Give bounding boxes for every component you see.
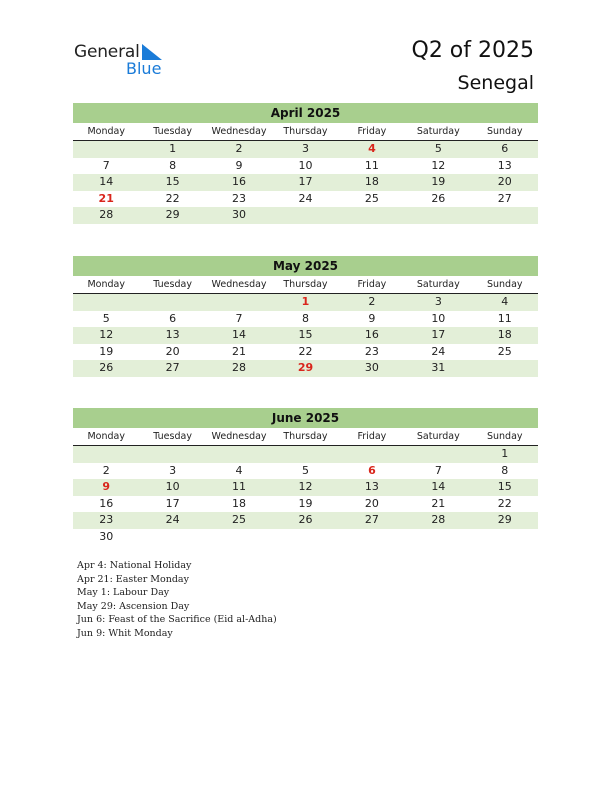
- holiday-day-cell: 4: [368, 142, 376, 155]
- day-cell: 26: [99, 361, 114, 374]
- day-cell: 25: [364, 191, 379, 205]
- weekday-label: Sunday: [486, 126, 523, 137]
- holiday-notes: [77, 559, 277, 640]
- day-cell: 15: [165, 175, 180, 188]
- day-cell: 22: [497, 496, 512, 510]
- day-cell: [272, 207, 338, 224]
- holiday-day-cell: 29: [297, 361, 314, 374]
- week-row: [73, 158, 538, 175]
- generalblue-logo: [74, 42, 174, 78]
- day-cell: 16: [232, 175, 247, 188]
- day-cell: 10: [431, 311, 446, 325]
- day-cell: 8: [301, 311, 309, 325]
- weekday-label: Sunday: [486, 279, 523, 290]
- day-cell: 17: [298, 175, 313, 188]
- week-row: [73, 446, 538, 463]
- day-cell: [139, 446, 205, 463]
- day-cell: 25: [497, 344, 512, 358]
- holiday-day-cell: 9: [102, 480, 111, 493]
- holiday-day-cell: 21: [98, 191, 114, 205]
- day-cell: 14: [232, 328, 247, 341]
- weekday-label: Thursday: [283, 126, 328, 137]
- holiday-day-cell: 6: [368, 463, 376, 477]
- day-cell: 12: [431, 158, 446, 172]
- weekday-header-row: [73, 276, 538, 294]
- day-cell: 10: [298, 158, 313, 172]
- day-cell: 9: [368, 311, 376, 325]
- day-cell: 4: [235, 463, 243, 477]
- logo-text-blue: Blue: [126, 59, 162, 78]
- holiday-note: May 1: Labour Day: [77, 587, 170, 598]
- day-cell: 18: [232, 496, 247, 510]
- week-row: [73, 311, 538, 328]
- week-row: [73, 327, 538, 344]
- day-cell: [472, 360, 538, 377]
- day-cell: 5: [301, 463, 309, 477]
- day-cell: 24: [298, 191, 313, 205]
- day-cell: 2: [368, 295, 376, 308]
- weekday-label: Wednesday: [211, 126, 267, 137]
- day-cell: [339, 446, 405, 463]
- day-cell: 28: [232, 361, 247, 374]
- logo-text-general: General: [74, 42, 140, 62]
- day-cell: 28: [99, 208, 114, 221]
- day-cell: 7: [102, 158, 110, 172]
- day-cell: [472, 207, 538, 224]
- day-cell: 6: [169, 311, 177, 325]
- day-cell: 4: [501, 295, 509, 308]
- day-cell: 22: [298, 344, 313, 358]
- day-cell: 11: [497, 311, 512, 325]
- week-row: [73, 512, 538, 529]
- day-cell: 12: [99, 328, 114, 341]
- day-cell: 7: [235, 311, 243, 325]
- day-cell: 16: [364, 328, 379, 341]
- holiday-day-cell: 1: [301, 295, 310, 308]
- week-row: [73, 191, 538, 208]
- day-cell: 17: [431, 328, 446, 341]
- day-cell: 2: [235, 142, 243, 155]
- day-cell: 29: [165, 208, 180, 221]
- day-cell: [206, 446, 272, 463]
- weekday-label: Saturday: [416, 431, 460, 442]
- day-cell: 10: [165, 480, 180, 493]
- day-cell: 19: [298, 496, 313, 510]
- day-cell: 1: [501, 447, 509, 460]
- day-cell: 5: [434, 142, 442, 155]
- day-cell: 14: [99, 175, 114, 188]
- weekday-label: Monday: [87, 431, 125, 442]
- weekday-label: Friday: [357, 126, 387, 137]
- week-row: [73, 174, 538, 191]
- day-cell: 26: [431, 191, 446, 205]
- day-cell: 2: [102, 463, 110, 477]
- holiday-note: Apr 4: National Holiday: [77, 560, 192, 571]
- day-cell: 24: [165, 513, 180, 526]
- day-cell: 30: [364, 361, 379, 374]
- weekday-label: Tuesday: [153, 126, 192, 137]
- weekday-label: Tuesday: [153, 431, 192, 442]
- week-row: [73, 294, 538, 311]
- day-cell: 20: [497, 175, 512, 188]
- day-cell: 22: [165, 191, 180, 205]
- weekday-label: Wednesday: [211, 431, 267, 442]
- day-cell: 19: [99, 344, 114, 358]
- day-cell: 13: [364, 480, 379, 493]
- day-cell: 11: [364, 158, 379, 172]
- weekday-label: Sunday: [486, 431, 523, 442]
- day-cell: 27: [364, 513, 379, 526]
- day-cell: 14: [431, 480, 446, 493]
- day-cell: 11: [232, 480, 247, 493]
- day-cell: 3: [169, 463, 177, 477]
- day-cell: 7: [434, 463, 442, 477]
- day-cell: 30: [99, 529, 114, 543]
- week-row: [73, 207, 538, 224]
- day-cell: 18: [364, 175, 379, 188]
- month-title: June 2025: [73, 408, 538, 428]
- day-cell: 15: [497, 480, 512, 493]
- calendar-may: [73, 256, 538, 377]
- day-cell: 30: [232, 208, 247, 221]
- day-cell: 31: [431, 361, 446, 374]
- day-cell: 21: [431, 496, 446, 510]
- holiday-note: Jun 6: Feast of the Sacrifice (Eid al-Adha): [77, 614, 277, 625]
- weekday-header-row: [73, 123, 538, 141]
- day-cell: [405, 207, 471, 224]
- week-row: [73, 141, 538, 158]
- holiday-note: May 29: Ascension Day: [77, 600, 190, 612]
- weekday-label: Monday: [87, 279, 125, 290]
- day-cell: 29: [497, 513, 512, 526]
- day-cell: [339, 207, 405, 224]
- day-cell: [272, 529, 338, 546]
- weekday-label: Friday: [357, 431, 387, 442]
- day-cell: [405, 529, 471, 546]
- week-row: [73, 344, 538, 361]
- holiday-note: Jun 9: Whit Monday: [77, 627, 173, 639]
- day-cell: [339, 529, 405, 546]
- weekday-label: Saturday: [416, 126, 460, 137]
- weekday-header-row: [73, 428, 538, 446]
- week-row: [73, 479, 538, 496]
- day-cell: 23: [232, 191, 247, 205]
- day-cell: 1: [169, 142, 177, 155]
- day-cell: 23: [99, 513, 114, 526]
- day-cell: 3: [434, 295, 442, 308]
- day-cell: 26: [298, 513, 313, 526]
- day-cell: 8: [501, 463, 509, 477]
- day-cell: 5: [102, 311, 110, 325]
- day-cell: 23: [364, 344, 379, 358]
- weekday-label: Thursday: [283, 279, 328, 290]
- day-cell: 13: [165, 328, 180, 341]
- day-cell: 20: [364, 496, 379, 510]
- calendar-april: [73, 103, 538, 224]
- day-cell: 24: [431, 344, 446, 358]
- day-cell: 12: [298, 480, 313, 493]
- day-cell: [73, 446, 139, 463]
- weekday-label: Monday: [87, 126, 125, 137]
- logo-triangle-icon: [142, 44, 162, 60]
- day-cell: 8: [169, 158, 177, 172]
- weekday-label: Saturday: [416, 279, 460, 290]
- weekday-label: Tuesday: [153, 279, 192, 290]
- day-cell: 9: [235, 158, 243, 172]
- weekday-label: Friday: [357, 279, 387, 290]
- month-title: May 2025: [73, 256, 538, 276]
- week-row: [73, 496, 538, 513]
- day-cell: 13: [497, 158, 512, 172]
- weekday-label: Thursday: [283, 431, 328, 442]
- weekday-label: Wednesday: [211, 279, 267, 290]
- day-cell: 15: [298, 328, 313, 341]
- day-cell: 28: [431, 513, 446, 526]
- day-cell: 19: [431, 175, 446, 188]
- day-cell: 25: [232, 513, 247, 526]
- week-row: [73, 529, 538, 546]
- day-cell: 27: [165, 361, 180, 374]
- week-row: [73, 360, 538, 377]
- day-cell: [73, 141, 139, 158]
- day-cell: 6: [501, 142, 509, 155]
- day-cell: [73, 294, 139, 311]
- month-title: April 2025: [73, 103, 538, 123]
- holiday-note: Apr 21: Easter Monday: [77, 573, 189, 585]
- calendar-june: [73, 408, 538, 545]
- day-cell: 27: [497, 191, 512, 205]
- day-cell: [472, 529, 538, 546]
- day-cell: 16: [99, 496, 114, 510]
- day-cell: [206, 294, 272, 311]
- day-cell: [405, 446, 471, 463]
- day-cell: [139, 529, 205, 546]
- day-cell: 17: [165, 496, 180, 510]
- country-name: Senegal: [457, 72, 534, 94]
- day-cell: 20: [165, 344, 180, 358]
- day-cell: 18: [497, 328, 512, 341]
- day-cell: 21: [232, 344, 247, 358]
- page-title: Q2 of 2025: [411, 38, 534, 63]
- day-cell: [139, 294, 205, 311]
- day-cell: [206, 529, 272, 546]
- week-row: [73, 463, 538, 480]
- day-cell: [272, 446, 338, 463]
- day-cell: 3: [301, 142, 309, 155]
